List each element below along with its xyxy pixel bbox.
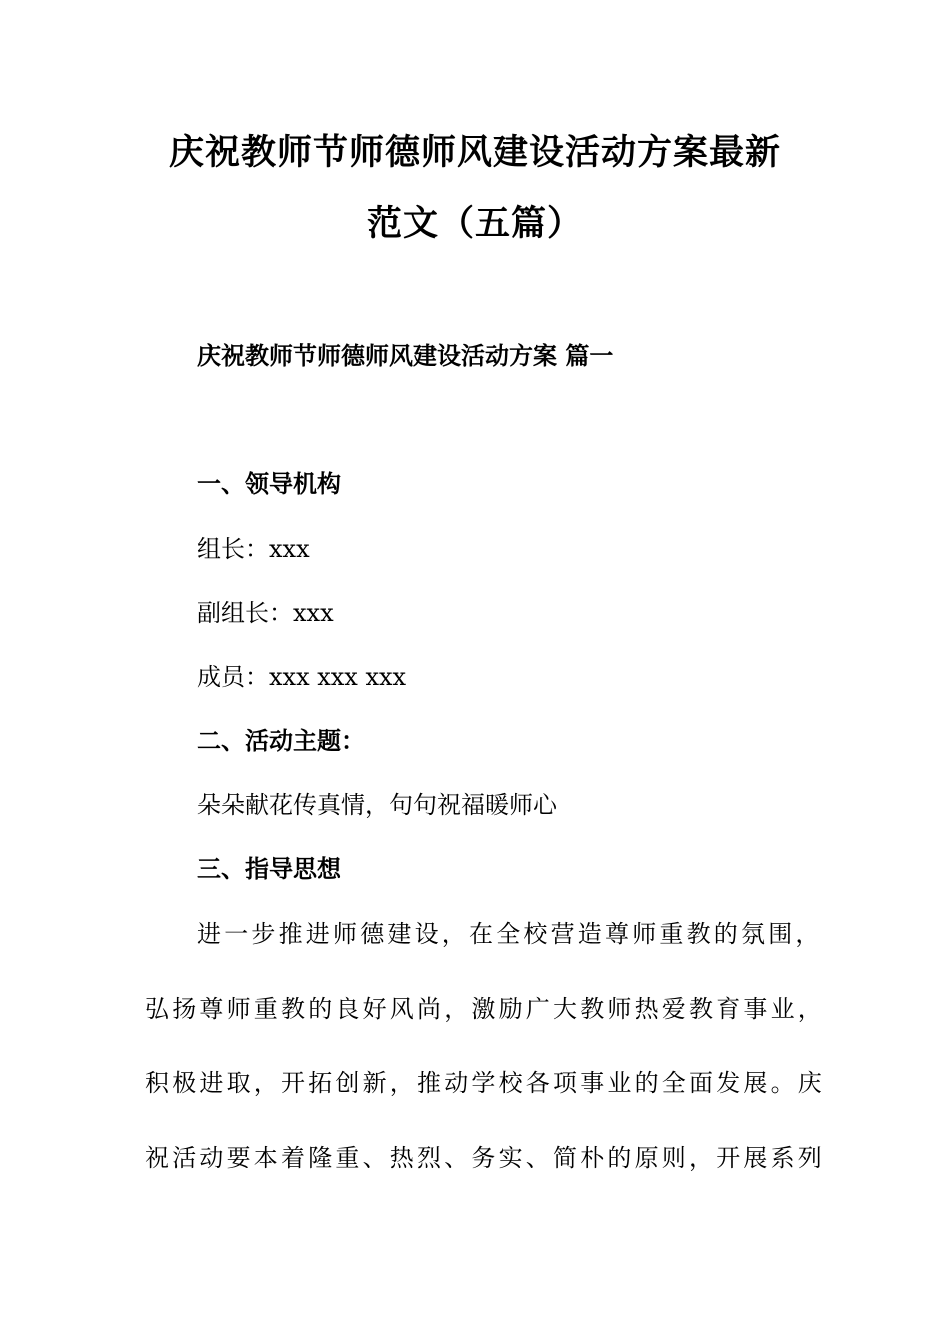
section-heading: 庆祝教师节师德师风建设活动方案 篇一 [197,342,614,370]
members-line: 成员：xxx xxx xxx [197,663,407,691]
heading-theme: 二、活动主题： [197,727,365,755]
theme-line: 朵朵献花传真情，句句祝福暖师心 [197,791,557,819]
heading-guiding-thought: 三、指导思想 [197,855,341,883]
body-paragraph-line: 进一步推进师德建设，在全校营造尊师重教的氛围， [197,920,823,948]
body-paragraph-line: 弘扬尊师重教的良好风尚，激励广大教师热爱教育事业， [145,995,825,1023]
body-paragraph-line: 积极进取，开拓创新，推动学校各项事业的全面发展。庆 [145,1069,825,1097]
body-paragraph-line: 祝活动要本着隆重、热烈、务实、简朴的原则，开展系列 [145,1144,825,1172]
leader-line: 组长：xxx [197,535,310,563]
document-title-line-1: 庆祝教师节师德师风建设活动方案最新 [168,132,781,173]
heading-leadership: 一、领导机构 [197,470,341,498]
document-title-line-2: 范文（五篇） [366,203,583,244]
deputy-leader-line: 副组长：xxx [197,599,334,627]
